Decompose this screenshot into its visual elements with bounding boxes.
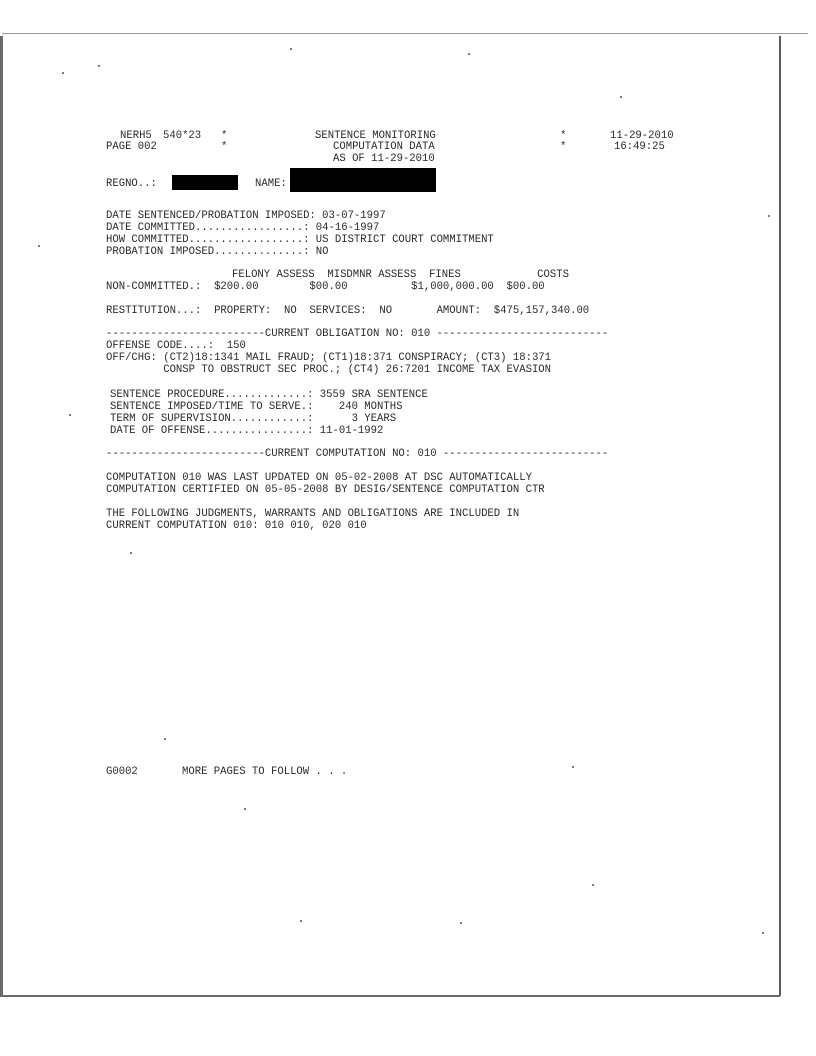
report-time: 16:49:25 (614, 141, 665, 153)
restitution-line: RESTITUTION...: PROPERTY: NO SERVICES: NO AMOUNT: $475,157,340.00 (106, 305, 590, 317)
redacted-name (290, 168, 436, 192)
page-number: PAGE 002 (106, 141, 157, 153)
scan-speck (620, 96, 622, 98)
scan-speck (244, 808, 246, 810)
regno-label: REGNO..: (106, 178, 157, 190)
header-star: * (221, 141, 228, 153)
redacted-regno (172, 175, 238, 190)
date-committed: DATE COMMITTED.................: 04-16-1997 (106, 222, 380, 234)
probation-imposed: PROBATION IMPOSED..............: NO (106, 246, 329, 258)
included-judgments: THE FOLLOWING JUDGMENTS, WARRANTS AND OBLIGATIONS ARE INCLUDED IN (106, 508, 520, 520)
footer-code: G0002 (106, 766, 138, 778)
included-judgments-cont: CURRENT COMPUTATION 010: 010 010, 020 010 (106, 520, 367, 532)
offense-charges-cont: CONSP TO OBSTRUCT SEC PROC.; (CT4) 26:7201 INCOME TAX EVASION (106, 364, 552, 376)
offense-charges: OFF/CHG: (CT2)18:1341 MAIL FRAUD; (CT1)18:371 CONSPIRACY; (CT3) 18:371 (106, 352, 552, 364)
sentence-procedure: SENTENCE PROCEDURE.............: 3559 SRA SENTENCE (110, 389, 428, 401)
obligation-separator: -------------------------CURRENT OBLIGATION NO: 010 --------------------------- (106, 328, 609, 340)
page-border-bottom (0, 995, 780, 997)
report-title: SENTENCE MONITORING (315, 130, 436, 142)
report-date: 11-29-2010 (610, 130, 674, 142)
assessment-values: NON-COMMITTED.: $200.00 $00.00 $1,000,000.00 $00.00 (106, 281, 545, 293)
scan-speck (762, 932, 764, 934)
page-border-top (2, 33, 808, 34)
scan-speck (69, 414, 71, 416)
scan-speck (468, 53, 470, 55)
sentence-imposed: SENTENCE IMPOSED/TIME TO SERVE.: 240 MONTHS (110, 401, 403, 413)
computation-certified: COMPUTATION CERTIFIED ON 05-05-2008 BY DESIG/SENTENCE COMPUTATION CTR (106, 484, 545, 496)
page-border-left (0, 36, 3, 996)
date-of-offense: DATE OF OFFENSE................: 11-01-1992 (110, 425, 384, 437)
page-border-right (779, 36, 781, 996)
report-subtitle: COMPUTATION DATA (333, 141, 435, 153)
scan-speck (300, 920, 302, 922)
scan-speck (130, 552, 132, 554)
scan-speck (98, 65, 100, 67)
more-pages-notice: MORE PAGES TO FOLLOW . . . (182, 766, 348, 778)
report-as-of: AS OF 11-29-2010 (333, 153, 435, 165)
scan-speck (460, 922, 462, 924)
scan-speck (592, 884, 594, 886)
system-code: 540*23 (163, 130, 202, 142)
scan-speck (572, 766, 574, 768)
scan-speck (38, 245, 40, 247)
computation-separator: -------------------------CURRENT COMPUTATION NO: 010 -------------------------- (106, 448, 609, 460)
name-label: NAME: (255, 178, 287, 190)
assessment-headers: FELONY ASSESS MISDMNR ASSESS FINES COSTS (232, 269, 569, 281)
header-star: * (560, 130, 567, 142)
scan-speck (290, 48, 292, 50)
scan-speck (768, 215, 770, 217)
scan-speck (164, 738, 166, 740)
offense-code: OFFENSE CODE....: 150 (106, 340, 246, 352)
term-of-supervision: TERM OF SUPERVISION............: 3 YEARS (110, 413, 397, 425)
header-star: * (560, 141, 567, 153)
date-sentenced: DATE SENTENCED/PROBATION IMPOSED: 03-07-1997 (106, 210, 386, 222)
header-star: * (221, 130, 228, 142)
how-committed: HOW COMMITTED..................: US DISTRICT COURT COMMITMENT (106, 234, 494, 246)
system-id: NERH5 (120, 130, 152, 142)
computation-updated: COMPUTATION 010 WAS LAST UPDATED ON 05-02-2008 AT DSC AUTOMATICALLY (106, 472, 532, 484)
scan-speck (62, 72, 64, 74)
